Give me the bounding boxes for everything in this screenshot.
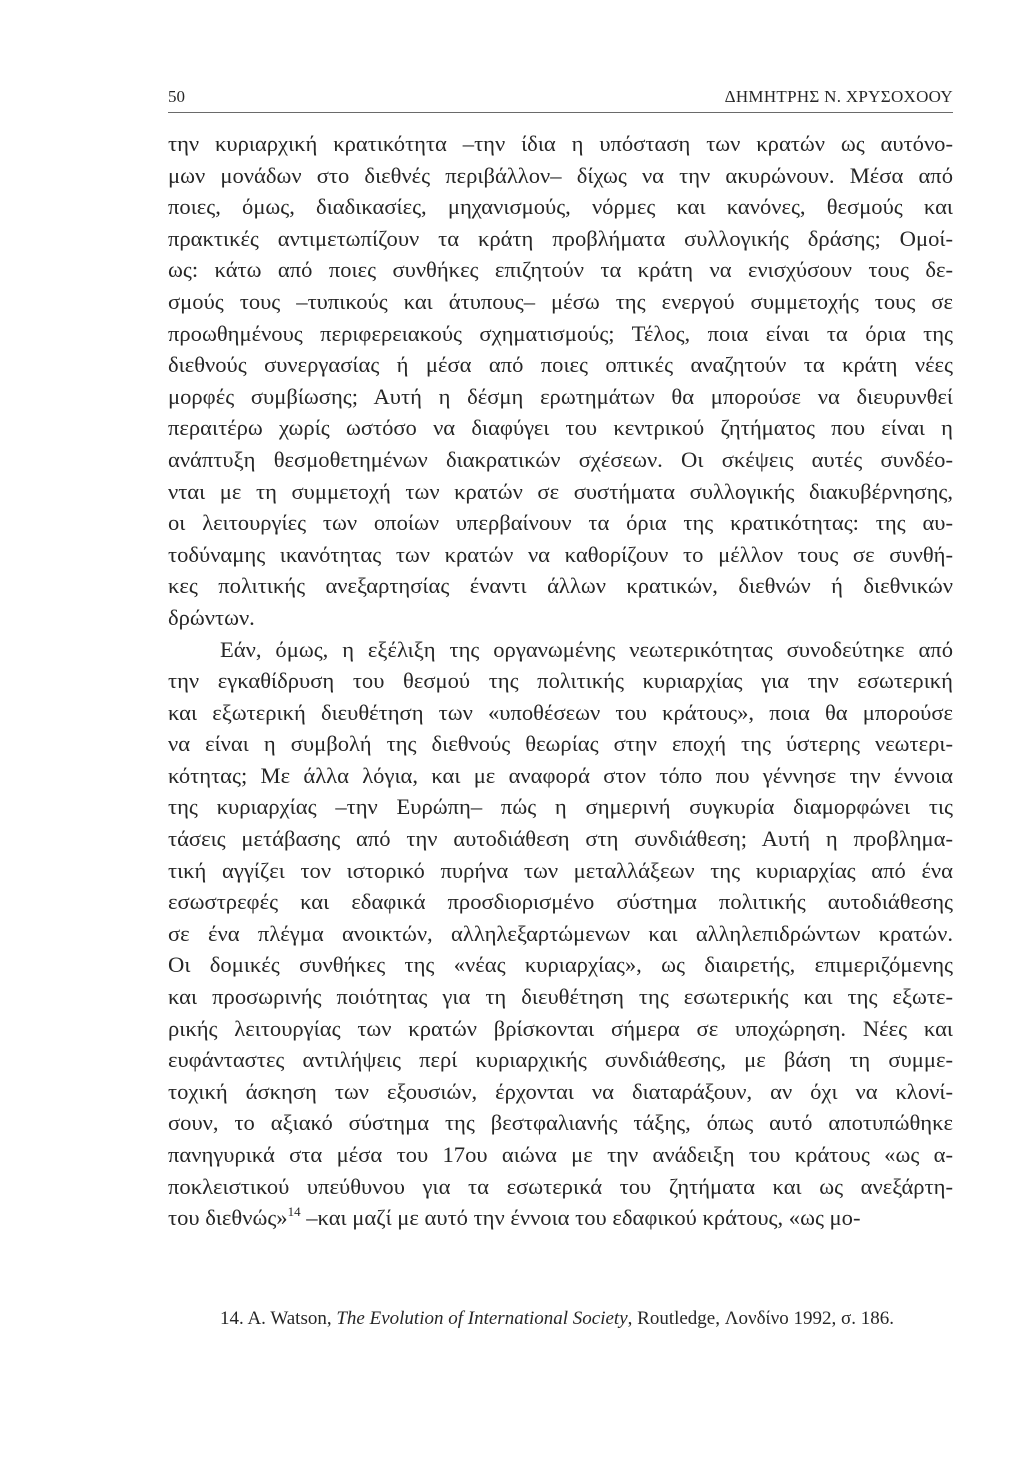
text-line: τάσεις μετάβασης από την αυτοδιάθεση στη συνδιάθεση; Αυτή η προβλημα- <box>168 826 953 852</box>
text-line: ποιες, όμως, διαδικασίες, μηχανισμούς, νόρμες και κανόνες, θεσμούς και <box>168 194 953 220</box>
text-line: ανάπτυξη θεσμοθετημένων διακρατικών σχέσεων. Οι σκέψεις αυτές συνδέο- <box>168 446 953 472</box>
text-line: κότητας; Με άλλα λόγια, και με αναφορά στον τόπο που γέννησε την έννοια <box>168 762 953 788</box>
body-text <box>168 128 953 1234</box>
footnote-citation: , Routledge, Λονδίνο 1992, σ. 186. <box>627 1308 895 1329</box>
text-line: την κυριαρχική κρατικότητα –την ίδια η υπόσταση των κρατών ως αυτόνο- <box>168 131 953 156</box>
text-line: ρικής λειτουργίας των κρατών βρίσκονται σήμερα σε υποχώρηση. Νέες και <box>168 1015 953 1041</box>
paragraph-1 <box>168 128 953 634</box>
text-line: ως: κάτω από ποιες συνθήκες επιζητούν τα κράτη να ενισχύσουν τους δε- <box>168 257 953 283</box>
text-line: περαιτέρω χωρίς ωστόσο να διαφύγει του κεντρικού ζητήματος που είναι η <box>168 415 953 441</box>
text-line: εσωστρεφές και εδαφικά προσδιορισμένο σύστημα πολιτικής αυτοδιάθεσης <box>168 889 953 915</box>
text-line: οι λειτουργίες των οποίων υπερβαίνουν τα όρια της κρατικότητας: της αυ- <box>168 510 953 536</box>
text-line: και προσωρινής ποιότητας για τη διευθέτηση της εσωτερικής και της εξωτε- <box>168 984 953 1010</box>
text-line: σμούς τους –τυπικούς και άτυπους– μέσω της ενεργού συμμετοχής τους σε <box>168 288 953 314</box>
text-line: προωθημένους περιφερειακούς σχηματισμούς; Τέλος, ποια είναι τα όρια της <box>168 320 953 346</box>
paragraph-2-last-line <box>168 1202 953 1234</box>
text-line: σουν, το αξιακό σύστημα της βεστφαλιανής τάξης, όπως αυτό αποτυπώθηκε <box>168 1110 953 1136</box>
text-line: τική αγγίζει τον ιστορικό πυρήνα των μεταλλάξεων της κυριαρχίας από ένα <box>168 857 953 883</box>
text-line: νται με τη συμμετοχή των κρατών σε συστήματα συλλογικής διακυβέρνησης, <box>168 478 953 504</box>
running-head-author: ΔΗΜΗΤΡΗΣ Ν. ΧΡΥΣΟΧΟΟΥ <box>724 87 953 106</box>
text-line: κες πολιτικής ανεξαρτησίας έναντι άλλων κρατικών, διεθνών ή διεθνικών <box>168 573 953 599</box>
text-line: Οι δομικές συνθήκες της «νέας κυριαρχίας», ως διαιρετής, επιμεριζόμενης <box>168 952 953 978</box>
footnote-reference[interactable]: 14 <box>287 1204 301 1220</box>
text-line: Εάν, όμως, η εξέλιξη της οργανωμένης νεωτερικότητας συνοδεύτηκε από <box>220 636 953 662</box>
text-line: –και μαζί με αυτό την έννοια του εδαφικού κράτους, «ως μο- <box>300 1205 861 1231</box>
text-line: τοδύναμης ικανότητας των κρατών να καθορίζουν το μέλλον τους σε συνθή- <box>168 541 953 567</box>
text-line: να είναι η συμβολή της διεθνούς θεωρίας στην εποχή της ύστερης νεωτερι- <box>168 731 953 757</box>
footnote <box>220 1306 953 1332</box>
text-line: σε ένα πλέγμα ανοικτών, αλληλεξαρτώμενων και αλληλεπιδρώντων κρατών. <box>168 920 953 946</box>
running-head <box>168 86 953 113</box>
footnote-book-title: The Evolution of International Society <box>336 1308 628 1329</box>
footnote-number: 14. A. Watson, <box>220 1308 337 1329</box>
text-line: του διεθνώς» <box>168 1205 288 1231</box>
text-line: δρώντων. <box>168 604 255 630</box>
text-line: της κυριαρχίας –την Ευρώπη– πώς η σημερινή συγκυρία διαμορφώνει τις <box>168 794 953 820</box>
text-line: τοχική άσκηση των εξουσιών, έρχονται να διαταράξουν, αν όχι να κλονί- <box>168 1078 953 1104</box>
text-line: την εγκαθίδρυση του θεσμού της πολιτικής κυριαρχίας για την εσωτερική <box>168 668 953 694</box>
text-line: πανηγυρικά στα μέσα του 17ου αιώνα με την ανάδειξη του κράτους «ως α- <box>168 1142 953 1167</box>
text-line: πρακτικές αντιμετωπίζουν τα κράτη προβλήματα συλλογικής δράσης; Ομοί- <box>168 225 953 251</box>
text-line: μορφές συμβίωσης; Αυτή η δέσμη ερωτημάτων θα μπορούσε να διευρυνθεί <box>168 383 953 409</box>
page-number: 50 <box>168 87 185 106</box>
paragraph-2 <box>168 634 953 1203</box>
text-line: ποκλειστικού υπεύθυνου για τα εσωτερικά του ζητήματα και ως ανεξάρτη- <box>168 1173 953 1199</box>
text-line: μων μονάδων στο διεθνές περιβάλλον– δίχως να την ακυρώνουν. Μέσα από <box>168 162 953 188</box>
text-line: και εξωτερική διευθέτηση των «υποθέσεων του κράτους», ποια θα μπορούσε <box>168 699 953 725</box>
text-line: διεθνούς συνεργασίας ή μέσα από ποιες οπτικές αναζητούν τα κράτη νέες <box>168 352 953 378</box>
text-line: ευφάνταστες αντιλήψεις περί κυριαρχικής συνδιάθεσης, με βάση τη συμμε- <box>168 1047 953 1073</box>
